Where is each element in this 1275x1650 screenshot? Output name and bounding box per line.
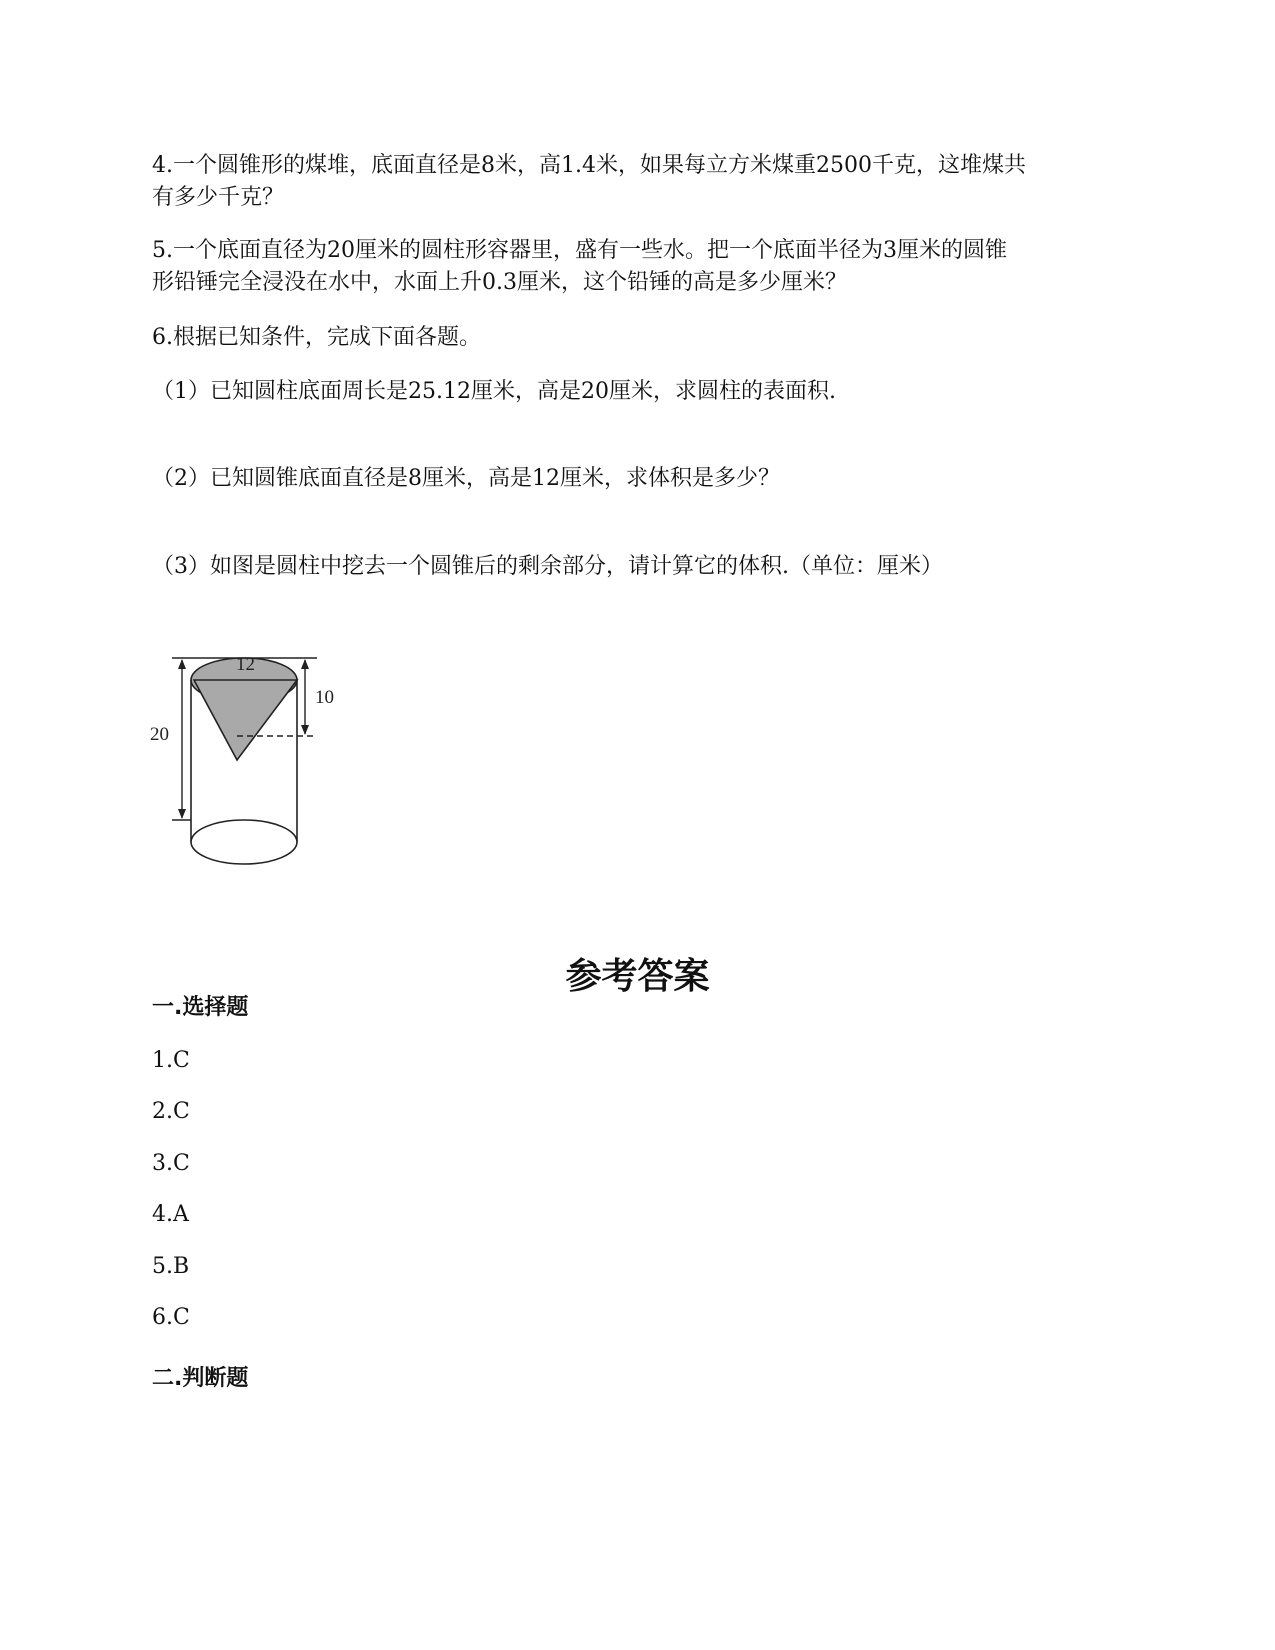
answer-item: 4.A: [152, 1202, 189, 1227]
answer-item: 2.C: [152, 1099, 190, 1124]
cone-shape: [194, 680, 297, 760]
cylinder-height-label: 20: [150, 724, 169, 745]
question-5-line-2: 形铅锤完全浸没在水中，水面上升0.3厘米，这个铅锤的高是多少厘米？: [152, 270, 847, 295]
answer-item: 6.C: [152, 1305, 190, 1330]
answer-item: 1.C: [152, 1048, 190, 1073]
question-6-sub-2: （2）已知圆锥底面直径是8厘米，高是12厘米，求体积是多少？: [152, 466, 780, 491]
cylinder-cone-diagram: [150, 655, 365, 885]
question-6-title: 6.根据已知条件，完成下面各题。: [152, 325, 481, 350]
cylinder-cone-figure: [150, 655, 365, 885]
question-5-line-1: 5.一个底面直径为20厘米的圆柱形容器里，盛有一些水。把一个底面半径为3厘米的圆锥: [152, 238, 1007, 263]
question-4-line-2: 有多少千克？: [152, 185, 285, 210]
diameter-label: 12: [236, 655, 255, 675]
answer-item: 3.C: [152, 1151, 190, 1176]
answer-item: 5.B: [152, 1254, 190, 1279]
question-4-line-1: 4.一个圆锥形的煤堆，底面直径是8米，高1.4米，如果每立方米煤重2500千克，这堆煤共: [152, 153, 1026, 178]
section-heading-choice: 一.选择题: [152, 995, 249, 1020]
height-10-arrowhead-bottom: [301, 725, 309, 735]
height-20-arrowhead-bottom: [178, 809, 186, 819]
height-20-arrowhead-top: [178, 659, 186, 669]
cylinder-bottom-ellipse: [191, 820, 297, 864]
section-heading-judgment: 二.判断题: [152, 1366, 249, 1391]
answer-key-title: 参考答案: [565, 956, 710, 997]
question-6-sub-1: （1）已知圆柱底面周长是25.12厘米，高是20厘米，求圆柱的表面积.: [152, 379, 836, 404]
cone-height-label: 10: [315, 687, 334, 708]
question-6-sub-3: （3）如图是圆柱中挖去一个圆锥后的剩余部分，请计算它的体积.（单位：厘米）: [152, 554, 943, 579]
height-10-arrowhead-top: [301, 659, 309, 669]
